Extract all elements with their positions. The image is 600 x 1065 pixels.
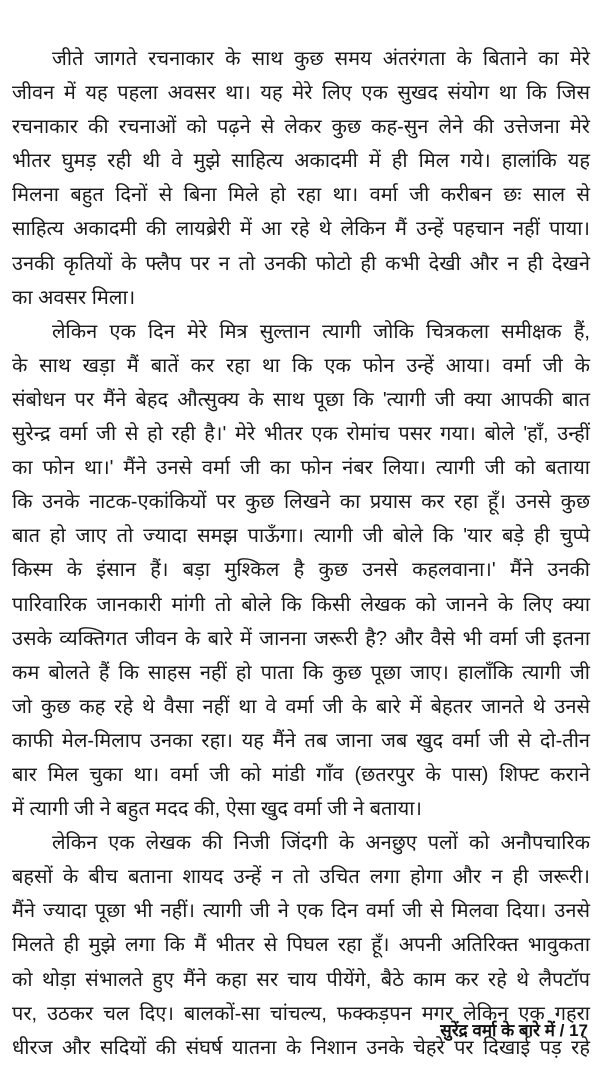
text-line: का फोन था।' मैंने उनसे वर्मा जी का फोन नंबर लिया। त्यागी जी को बताया [12, 457, 590, 480]
text-line: पारिवारिक जानकारी मांगी तो बोले कि किसी लेखक को जानने के लिए क्या [12, 593, 590, 616]
text-line: लेकिन एक लेखक की निजी जिंदगी के अनछुए पलों को अनौपचारिक [52, 832, 590, 855]
text-line: भीतर घुमड़ रही थी वे मुझे साहित्य अकादमी में ही मिल गये। हालांकि यह [12, 150, 590, 173]
text-line: पर, उठकर चल दिए। बालकों-सा चांचल्य, फक्कड़पन मगर लेकिन एक गहरा [12, 1002, 590, 1025]
text-line: जीवन में यह पहला अवसर था। यह मेरे लिए एक सुखद संयोग था कि जिस [12, 82, 590, 105]
body-text [12, 42, 590, 1065]
text-line: उसके व्यक्तिगत जीवन के बारे में जानना जरूरी है? और वैसे भी वर्मा जी इतना [12, 627, 590, 650]
text-line: धीरज और सदियों की संघर्ष यातना के निशान उनके चेहरे पर दिखाई पड़ रहे [12, 1036, 590, 1059]
text-line: बात हो जाए तो ज्यादा समझ पाऊँगा। त्यागी जी बोले कि 'यार बड़े ही चुप्पे [12, 525, 590, 548]
text-line: सुरेन्द्र वर्मा जी से हो रही है।' मेरे भीतर एक रोमांच पसर गया। बोले 'हाँ, उन्हीं [12, 423, 590, 446]
text-line: मिलते ही मुझे लगा कि मैं भीतर से पिघल रहा हूँ। अपनी अतिरिक्त भावुकता [12, 934, 590, 957]
text-line: में त्यागी जी ने बहुत मदद की, ऐसा खुद वर्मा जी ने बताया। [12, 798, 422, 821]
page-footer [440, 1018, 588, 1041]
separator: / [559, 1021, 565, 1040]
text-line: किस्म के इंसान हैं। बड़ा मुश्किल है कुछ उनसे कहलवाना।' मैंने उनकी [12, 559, 590, 582]
text-line: मिलना बहुत दिनों से बिना मिले हो रहा था। वर्मा जी करीबन छः साल से [12, 184, 590, 207]
text-line: के साथ खड़ा मैं बातें कर रहा था कि एक फोन उन्हें आया। वर्मा जी के [12, 354, 590, 377]
text-line: काफी मेल-मिलाप उनका रहा। यह मैंने तब जाना जब खुद वर्मा जी से दो-तीन [12, 729, 590, 752]
text-line: संबोधन पर मैंने बेहद औत्सुक्य के साथ पूछा कि 'त्यागी जी क्या आपकी बात [12, 388, 590, 411]
text-line: को थोड़ा संभालते हुए मैंने कहा सर चाय पीयेंगे, बैठे काम कर रहे थे लैपटॉप [12, 968, 590, 991]
running-title: सुरेंद्र वर्मा के बारे में [440, 1021, 555, 1040]
page-number: 17 [569, 1021, 588, 1040]
text-line: बहसों के बीच बताना शायद उन्हें न तो उचित लगा होगा और न ही जरूरी। [12, 866, 590, 889]
text-line: साहित्य अकादमी की लायब्रेरी में आ रहे थे लेकिन मैं उन्हें पहचान नहीं पाया। [12, 218, 590, 241]
text-line: कम बोलते हैं कि साहस नहीं हो पाता कि कुछ पूछा जाए। हालाँकि त्यागी जी [12, 661, 590, 684]
text-line: लेकिन एक दिन मेरे मित्र सुल्तान त्यागी जोकि चित्रकला समीक्षक हैं, [52, 320, 590, 343]
text-line: उनकी कृतियों के फ्लैप पर न तो उनकी फोटो ही कभी देखी और न ही देखने [12, 252, 590, 275]
text-line: जीते जागते रचनाकार के साथ कुछ समय अंतरंगता के बिताने का मेरे [52, 48, 590, 70]
text-line: जो कुछ कह रहे थे वैसा नहीं था वे वर्मा जी के बारे में बेहतर जानते थे उनसे [12, 695, 590, 718]
text-line: रचनाकार की रचनाओं को पढ़ने से लेकर कुछ कह-सुन लेने की उत्तेजना मेरे [12, 116, 590, 139]
text-line: कि उनके नाटक-एकांकियों पर कुछ लिखने का प्रयास कर रहा हूँ। उनसे कुछ [12, 491, 590, 514]
text-line: का अवसर मिला। [12, 286, 136, 309]
text-line: बार मिल चुका था। वर्मा जी को मांडी गाँव (छतरपुर के पास) शिफ्ट कराने [12, 763, 590, 786]
text-line: मैंने ज्यादा पूछा भी नहीं। त्यागी जी ने एक दिन वर्मा जी से मिलवा दिया। उनसे [12, 900, 590, 923]
